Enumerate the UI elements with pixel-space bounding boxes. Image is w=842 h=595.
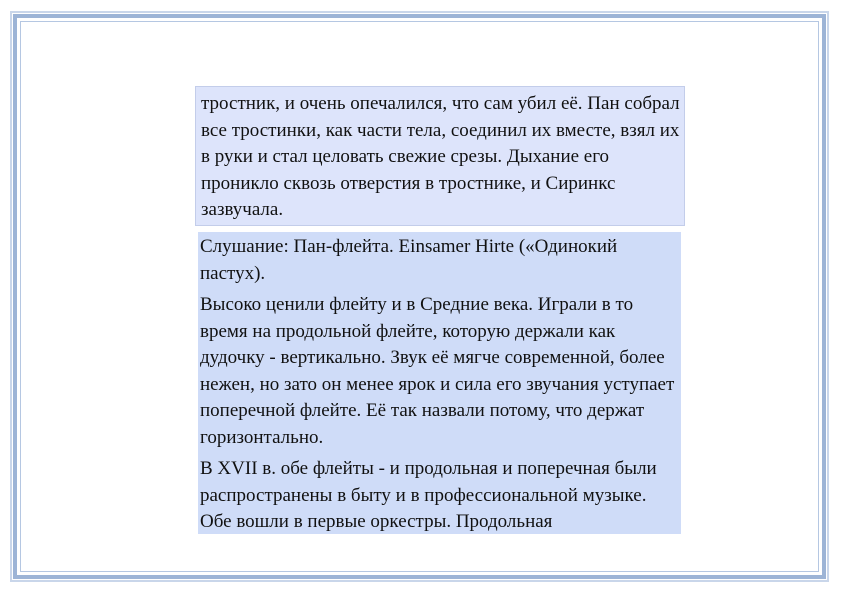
pan-legend-text-box (195, 86, 685, 226)
flute-history-text-box (198, 232, 681, 534)
seventeenth-century-paragraph: В XVII в. обе флейты - и продольная и поперечная были распространены в быту и в профессиональной музыке. Обе вошли в первые оркестры. Продольная (200, 458, 657, 532)
listening-paragraph: Слушание: Пан-флейта. Einsamer Hirte («Одинокий пастух). (200, 236, 618, 284)
middle-ages-paragraph: Высоко ценили флейту и в Средние века. Играли в то время на продольной флейте, которую держали как дудочку - вертикально. Звук её мягче современной, более нежен, но зато он менее ярок и сила его звучания уступает поперечной флейте. Её так назвали потому, что держат горизонтально. (200, 294, 675, 448)
pan-legend-paragraph: тростник, и очень опечалился, что сам убил её. Пан собрал все тростинки, как части тела, соединил их вместе, взял их в руки и стал целовать свежие срезы. Дыхание его проникло сквозь отверстия в тростнике, и Сиринкс зазвучала. (201, 93, 680, 220)
